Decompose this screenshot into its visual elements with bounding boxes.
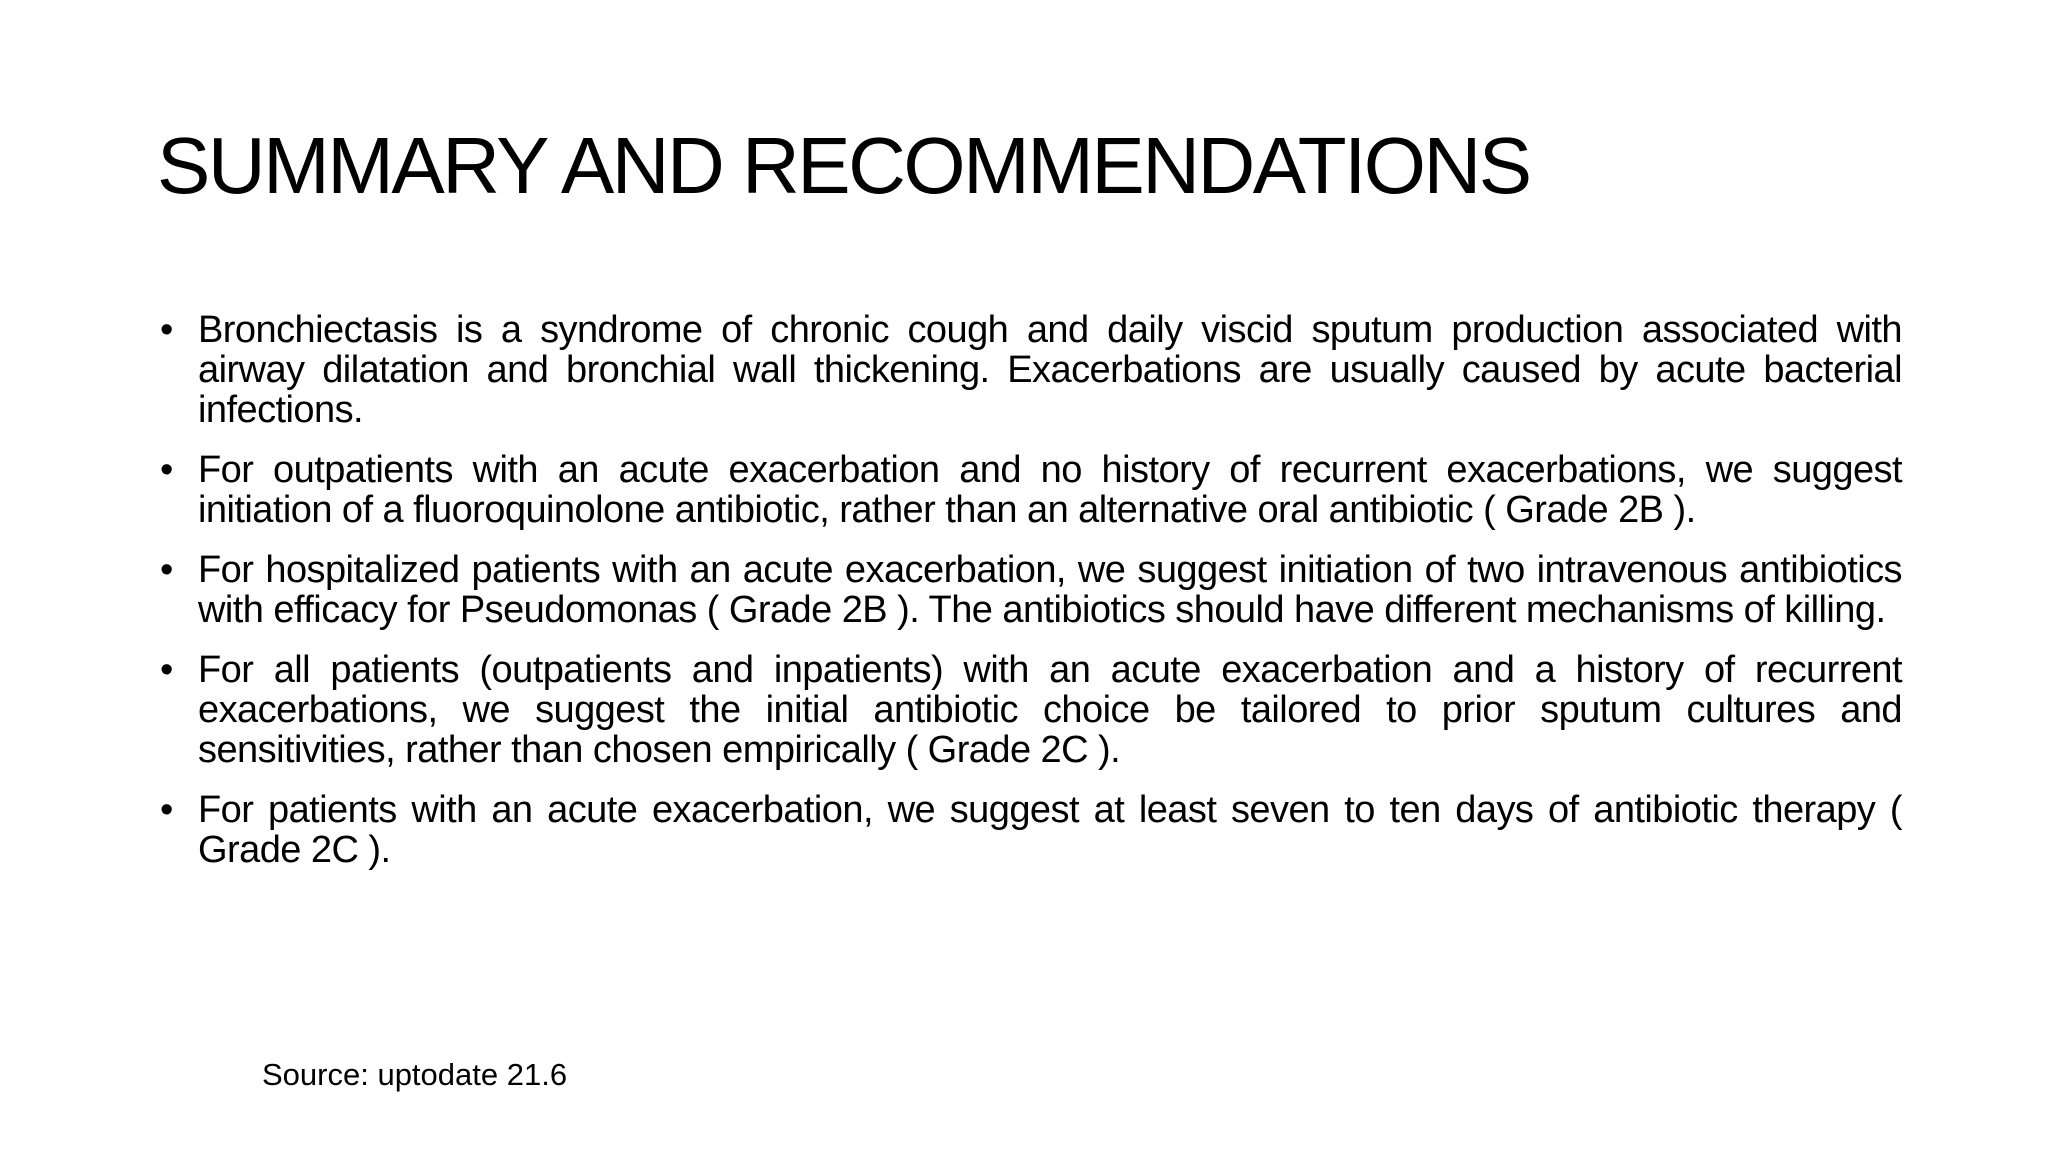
bullet-dot-icon: • bbox=[160, 789, 174, 831]
bullet-item bbox=[160, 450, 1902, 530]
bullet-list bbox=[160, 310, 1902, 890]
bullet-dot-icon: • bbox=[160, 549, 174, 591]
bullet-text: For hospitalized patients with an acute exacerbation, we suggest initiation of two intravenous antibiotics with efficacy for Pseudomonas ( Grade 2B ). The antibiotics should have different mechanisms of killing. bbox=[198, 549, 1902, 631]
bullet-item bbox=[160, 550, 1902, 630]
bullet-text: For outpatients with an acute exacerbation and no history of recurrent exacerbations, we suggest initiation of a fluoroquinolone antibiotic, rather than an alternative oral antibiotic ( Grade 2B ). bbox=[198, 449, 1902, 531]
bullet-dot-icon: • bbox=[160, 449, 174, 491]
bullet-item bbox=[160, 650, 1902, 770]
bullet-text: For patients with an acute exacerbation, we suggest at least seven to ten days of antibiotic therapy ( Grade 2C ). bbox=[198, 789, 1902, 871]
slide-title: SUMMARY AND RECOMMENDATIONS bbox=[157, 121, 1530, 210]
bullet-item bbox=[160, 310, 1902, 430]
source-citation: Source: uptodate 21.6 bbox=[262, 1057, 568, 1092]
bullet-dot-icon: • bbox=[160, 309, 174, 351]
bullet-text: For all patients (outpatients and inpatients) with an acute exacerbation and a history of recurrent exacerbations, we suggest the initial antibiotic choice be tailored to prior sputum cultures and sensitivities, rather than chosen empirically ( Grade 2C ). bbox=[198, 649, 1902, 771]
bullet-item bbox=[160, 790, 1902, 870]
bullet-text: Bronchiectasis is a syndrome of chronic cough and daily viscid sputum production associated with airway dilatation and bronchial wall thickening. Exacerbations are usually caused by acute bacterial infections. bbox=[198, 309, 1902, 431]
bullet-dot-icon: • bbox=[160, 649, 174, 691]
